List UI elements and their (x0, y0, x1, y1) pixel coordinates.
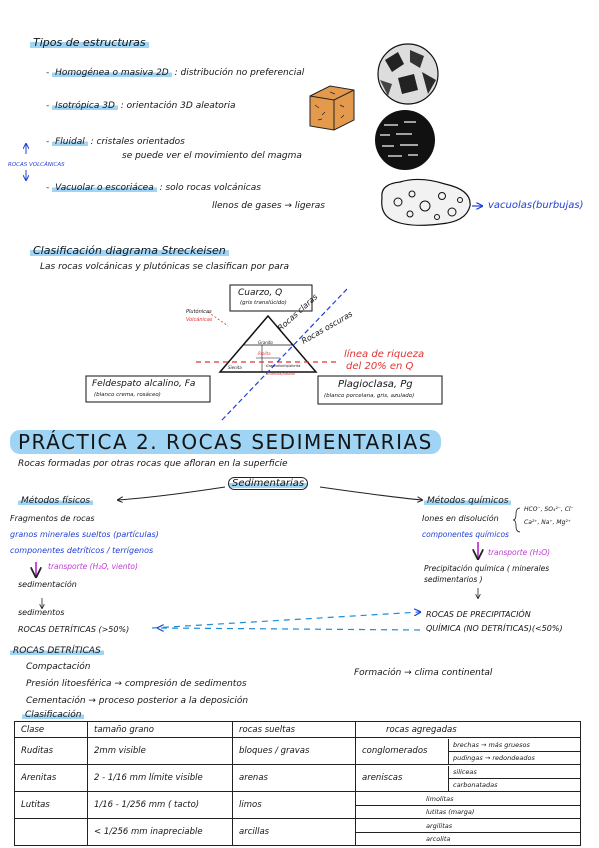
cell-clase: Arenitas (15, 765, 88, 792)
granito-label: Granito (258, 340, 273, 345)
item-fluidal-desc: se puede ver el movimiento del magma (122, 151, 302, 161)
cell-tamano: 1/16 - 1/256 mm ( tacto) (88, 792, 233, 819)
componentes-quimicos: componentes químicos (422, 530, 509, 539)
cementacion: Cementación → proceso posterior a la deposición (26, 696, 249, 706)
rocas-oscuras-label: Rocas oscuras (300, 309, 355, 346)
fluidal-sphere-icon (375, 110, 435, 170)
clasificacion-table (14, 721, 581, 846)
metodos-quimicos: Métodos químicos (424, 496, 511, 506)
item-homogenea: - Homogénea o masiva 2D : distribución no preferencial (46, 68, 305, 78)
table-row (15, 738, 581, 765)
agregadas-sub: arcolita (426, 834, 451, 843)
agregadas-sub: brechas → más gruesos (449, 739, 580, 752)
sedimentos: sedimentos (18, 608, 65, 617)
cell-agregadas (356, 738, 581, 765)
rocas-volcanicas-label: ROCAS VOLCÁNICAS (8, 162, 65, 168)
plagioclasa-sub: (blanco porcelana, gris, azulado) (324, 393, 415, 399)
header-tamano: tamaño grano (88, 722, 233, 738)
agregadas-sub: pudingas → redondeados (453, 753, 535, 762)
rocas-detriticas-label: ROCAS DETRÍTICAS (>50%) (18, 625, 130, 634)
agregadas-sub: lutitas (marga) (426, 807, 475, 816)
cell-tamano: 2mm visible (88, 738, 233, 765)
cell-clase: Ruditas (15, 738, 88, 765)
granodiorita-label: Granodiorita/diorita (266, 364, 301, 368)
agregadas-sub: argilitas (356, 820, 580, 833)
table-row (15, 819, 581, 846)
isotropica-cube-icon (310, 86, 354, 130)
detriticas-title: ROCAS DETRÍTICAS (10, 646, 104, 656)
table-header-row (15, 722, 581, 738)
cell-sueltas: bloques / gravas (233, 738, 356, 765)
fragmentos: Fragmentos de rocas (10, 514, 95, 523)
linea-riqueza-label2: del 20% en Q (346, 361, 414, 372)
componentes-detriticos: componentes detríticos / terrígenos (10, 546, 154, 555)
feldespato-sub: (blanco crema, rosáceo) (94, 392, 161, 398)
iones-list1: HCO⁻, SO₄²⁻, Cl⁻ (524, 506, 574, 513)
vacuolas-label: vacuolas(burbujas) (488, 200, 584, 211)
header-agregadas: rocas agregadas (356, 722, 581, 738)
clasificacion-title: Clasificación (22, 710, 84, 720)
item-fluidal: - Fluidal : cristales orientados (46, 137, 185, 147)
homogenea-sphere-icon (378, 44, 438, 104)
cell-sueltas: arcillas (233, 819, 356, 846)
sedimentacion: sedimentación (18, 580, 77, 589)
streckeisen-subtitle: Las rocas volcánicas y plutónicas se clasifican por para (40, 262, 289, 272)
item-vacuolar: - Vacuolar o escoriácea : solo rocas volcánicas (46, 183, 261, 193)
linea-riqueza-label: línea de riqueza (344, 349, 425, 360)
agregadas-sub: carbonatadas (453, 780, 498, 789)
cell-agregadas (356, 819, 581, 846)
cell-agregadas (356, 792, 581, 819)
vacuolar-rock-icon (382, 179, 482, 225)
cell-sueltas: limos (233, 792, 356, 819)
rocas-claras-label: Rocas claras (276, 292, 320, 333)
formacion: Formación → clima continental (354, 668, 493, 678)
plutonicas-label: Plutónicas (186, 309, 212, 315)
riolita-label: Riolita (258, 351, 271, 356)
table-row (15, 765, 581, 792)
rocas-precipitacion: ROCAS DE PRECIPITACIÓN (426, 610, 531, 619)
volcanicas-label: Volcánicas (186, 317, 213, 323)
transporte-quimico: transporte (H₂O) (488, 548, 551, 557)
cell-sueltas: arenas (233, 765, 356, 792)
item-vacuolar-desc: llenos de gases → ligeras (212, 201, 325, 211)
sienita-label: Sienita (228, 365, 242, 370)
metodos-fisicos: Métodos físicos (18, 496, 93, 506)
agregadas-sub: limolitas (356, 793, 580, 806)
streckeisen-title: Clasificación diagrama Streckeisen (30, 244, 229, 257)
cell-tamano: < 1/256 mm inapreciable (88, 819, 233, 846)
plagioclasa-label: Plagioclasa, Pg (338, 379, 413, 390)
cuarzo-label: Cuarzo, Q (238, 288, 283, 298)
agregadas-main: areniscas (362, 773, 403, 783)
iones: Iones en disolución (422, 514, 499, 523)
rocas-precipitacion2: QUÍMICA (NO DETRÍTICAS)(<50%) (426, 624, 563, 633)
feldespato-label: Feldespato alcalino, Fa (92, 379, 196, 389)
tipos-title: Tipos de estructuras (30, 36, 149, 49)
granos: granos minerales sueltos (partículas) (10, 530, 159, 539)
andesita-label: Andesita/basalto (266, 372, 296, 376)
cell-clase (15, 819, 88, 846)
item-isotropica: - Isotrópica 3D : orientación 3D aleatoria (46, 101, 236, 111)
header-clase: Clase (15, 722, 88, 738)
presion: Presión litoesférica → compresión de sedimentos (26, 679, 247, 689)
practica-title: PRÁCTICA 2. ROCAS SEDIMENTARIAS (10, 430, 441, 454)
practica-subtitle: Rocas formadas por otras rocas que afloran en la superficie (18, 459, 288, 469)
agregadas-sub: silíceas (449, 766, 580, 779)
cell-tamano: 2 - 1/16 mm límite visible (88, 765, 233, 792)
cuarzo-sub: (gris translúcido) (240, 300, 287, 306)
precipitacion: Precipitación química ( minerales (424, 564, 550, 573)
table-row (15, 792, 581, 819)
cell-clase: Lutitas (15, 792, 88, 819)
iones-list2: Ca²⁺, Na⁺, Mg²⁺ (524, 519, 571, 526)
agregadas-main: conglomerados (362, 746, 428, 756)
streckeisen-triangle (196, 288, 348, 420)
sedimentarias-label: Sedimentarias (228, 478, 308, 489)
precipitacion2: sedimentarios ) (424, 575, 483, 584)
cell-agregadas (356, 765, 581, 792)
header-sueltas: rocas sueltas (233, 722, 356, 738)
transporte-fisico: transporte (H₂O, viento) (48, 562, 138, 571)
compactacion: Compactación (26, 662, 91, 672)
